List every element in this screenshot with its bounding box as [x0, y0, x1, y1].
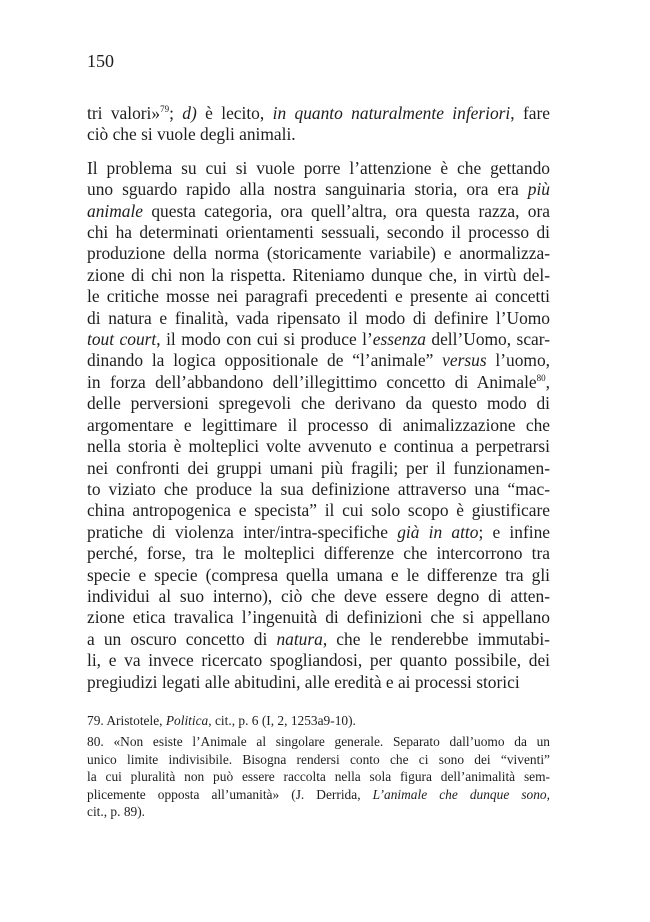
text-run: plicemente opposta all’umanità» (J. Derrida, — [87, 786, 373, 802]
text-run: nella storia è molteplici volte avvenuto e continua a perpetrarsi — [87, 436, 550, 457]
text-run: ; e infine — [478, 521, 550, 542]
text-run: questa categoria, ora quell’altra, ora questa razza, ora — [143, 200, 550, 221]
text-run: dell’Uomo, scar- — [425, 329, 550, 350]
page-number: 150 — [87, 51, 114, 71]
text-line — [87, 393, 550, 414]
text-line — [87, 803, 550, 820]
footnote-ref: 80 — [536, 372, 546, 383]
text-run: ; — [169, 103, 183, 123]
text-run: uno sguardo rapido alla nostra sanguinaria storia, ora era — [87, 179, 528, 200]
text-run: pregiudizi legati alle abitudini, alle eredità e ai processi storici — [87, 671, 520, 692]
text-run: 80. «Non esiste l’Animale al singolare generale. Separato dall’uomo da un — [87, 734, 550, 750]
text-line — [87, 201, 550, 222]
text-line — [87, 286, 550, 307]
text-line — [87, 415, 550, 436]
paragraph — [87, 158, 550, 693]
text-run: 79. Aristotele, — [87, 713, 166, 728]
text-run: la cui pluralità non può essere raccolta nella sola figura dell’animalità sem- — [87, 769, 550, 785]
text-line — [87, 751, 550, 768]
text-run: unico limite indivisibile. Bisogna rendersi conto che ci sono dei “viventi” — [87, 751, 550, 767]
italic-text: in quanto naturalmente inferiori — [272, 103, 511, 123]
text-line — [87, 329, 550, 350]
text-line — [87, 607, 550, 628]
text-run: dinando la logica oppositionale de “l’animale” — [87, 350, 443, 371]
text-line — [87, 565, 550, 586]
italic-text: tout court — [87, 329, 157, 350]
text-run: produzione della norma (storicamente variabile) e anormalizza- — [87, 243, 550, 264]
footnote — [87, 712, 550, 729]
text-run: , — [546, 786, 550, 802]
text-line — [87, 733, 550, 750]
text-run: , — [545, 371, 550, 392]
text-run: chi ha determinati orientamenti sessuali, secondo il processo di — [87, 222, 550, 243]
text-run: nei confronti dei gruppi umani più fragili; per il funzionamen- — [87, 457, 550, 478]
text-line — [87, 179, 550, 200]
text-run: ciò che si vuole degli animali. — [87, 124, 296, 145]
text-line — [87, 103, 550, 124]
text-line — [87, 629, 550, 650]
text-run: , il modo con cui si produce l’ — [156, 329, 373, 350]
text-line — [87, 500, 550, 521]
text-line — [87, 712, 550, 729]
text-line — [87, 350, 550, 371]
text-run: , cit., p. 6 (I, 2, 1253a9-10). — [208, 713, 356, 728]
text-run: delle perversioni spregevoli che derivano da questo modo di — [87, 393, 550, 414]
italic-text: L’animale che dunque sono — [372, 786, 547, 802]
text-line — [87, 265, 550, 286]
text-line — [87, 458, 550, 479]
text-run: perché, forse, tra le molteplici differenze che intercorrono tra — [87, 543, 550, 564]
text-line — [87, 158, 550, 179]
text-run: to viziato che produce la sua definizione attraverso una “mac- — [87, 478, 550, 499]
text-run: in forza dell’abbandono dell’illegittimo concetto di Animale — [87, 371, 537, 392]
text-line — [87, 308, 550, 329]
italic-text: Politica — [165, 713, 209, 728]
text-run: individui al suo interno), ciò che deve essere degno di atten- — [87, 585, 550, 606]
text-line — [87, 479, 550, 500]
text-run: , che le renderebbe immutabi- — [322, 628, 550, 649]
footnote — [87, 733, 550, 820]
text-line — [87, 672, 550, 693]
text-run: tri valori» — [87, 103, 161, 123]
text-run: Il problema su cui si vuole porre l’attenzione è che gettando — [87, 157, 550, 178]
text-run: zione etica travalica l’ingenuità di definizioni che si appellano — [87, 607, 550, 628]
text-line — [87, 586, 550, 607]
text-run: l’uomo, — [486, 350, 550, 371]
italic-text: essenza — [372, 329, 426, 350]
text-line — [87, 124, 550, 145]
italic-text: d) — [182, 103, 197, 123]
text-run: a un oscuro concetto di — [87, 628, 277, 649]
text-line — [87, 650, 550, 671]
text-line — [87, 543, 550, 564]
text-line — [87, 768, 550, 785]
text-run: zione di chi non la rispetta. Riteniamo dunque che, in virtù del- — [87, 264, 550, 285]
italic-text: natura — [276, 628, 323, 649]
text-run: di natura e finalità, vada ripensato il modo di definire l’Uomo — [87, 307, 550, 328]
text-line — [87, 243, 550, 264]
italic-text: più — [527, 179, 550, 200]
italic-text: versus — [442, 350, 487, 371]
body-text — [87, 103, 550, 693]
italic-text: già in atto — [397, 521, 479, 542]
text-run: le critiche mosse nei paragrafi precedenti e presente ai concetti — [87, 286, 550, 307]
text-line — [87, 372, 550, 393]
text-line — [87, 436, 550, 457]
footnotes — [87, 712, 550, 824]
text-run: china antropogenica e specista” il cui solo scopo è giustificare — [87, 500, 550, 521]
text-run: pratiche di violenza inter/intra-specifiche — [87, 521, 398, 542]
text-run: li, e va invece ricercato spogliandosi, per quanto possibile, dei — [87, 650, 550, 671]
text-run: specie e specie (compresa quella umana e le differenze tra gli — [87, 564, 550, 585]
text-run: è lecito, — [196, 103, 273, 123]
paragraph — [87, 103, 550, 146]
text-run: cit., p. 89). — [87, 804, 146, 820]
italic-text: animale — [87, 200, 144, 221]
footnote-ref: 79 — [160, 104, 170, 114]
text-line — [87, 522, 550, 543]
text-line — [87, 222, 550, 243]
text-run: , fare — [510, 103, 551, 123]
text-line — [87, 786, 550, 803]
text-run: argomentare e legittimare il processo di animalizzazione che — [87, 414, 550, 435]
